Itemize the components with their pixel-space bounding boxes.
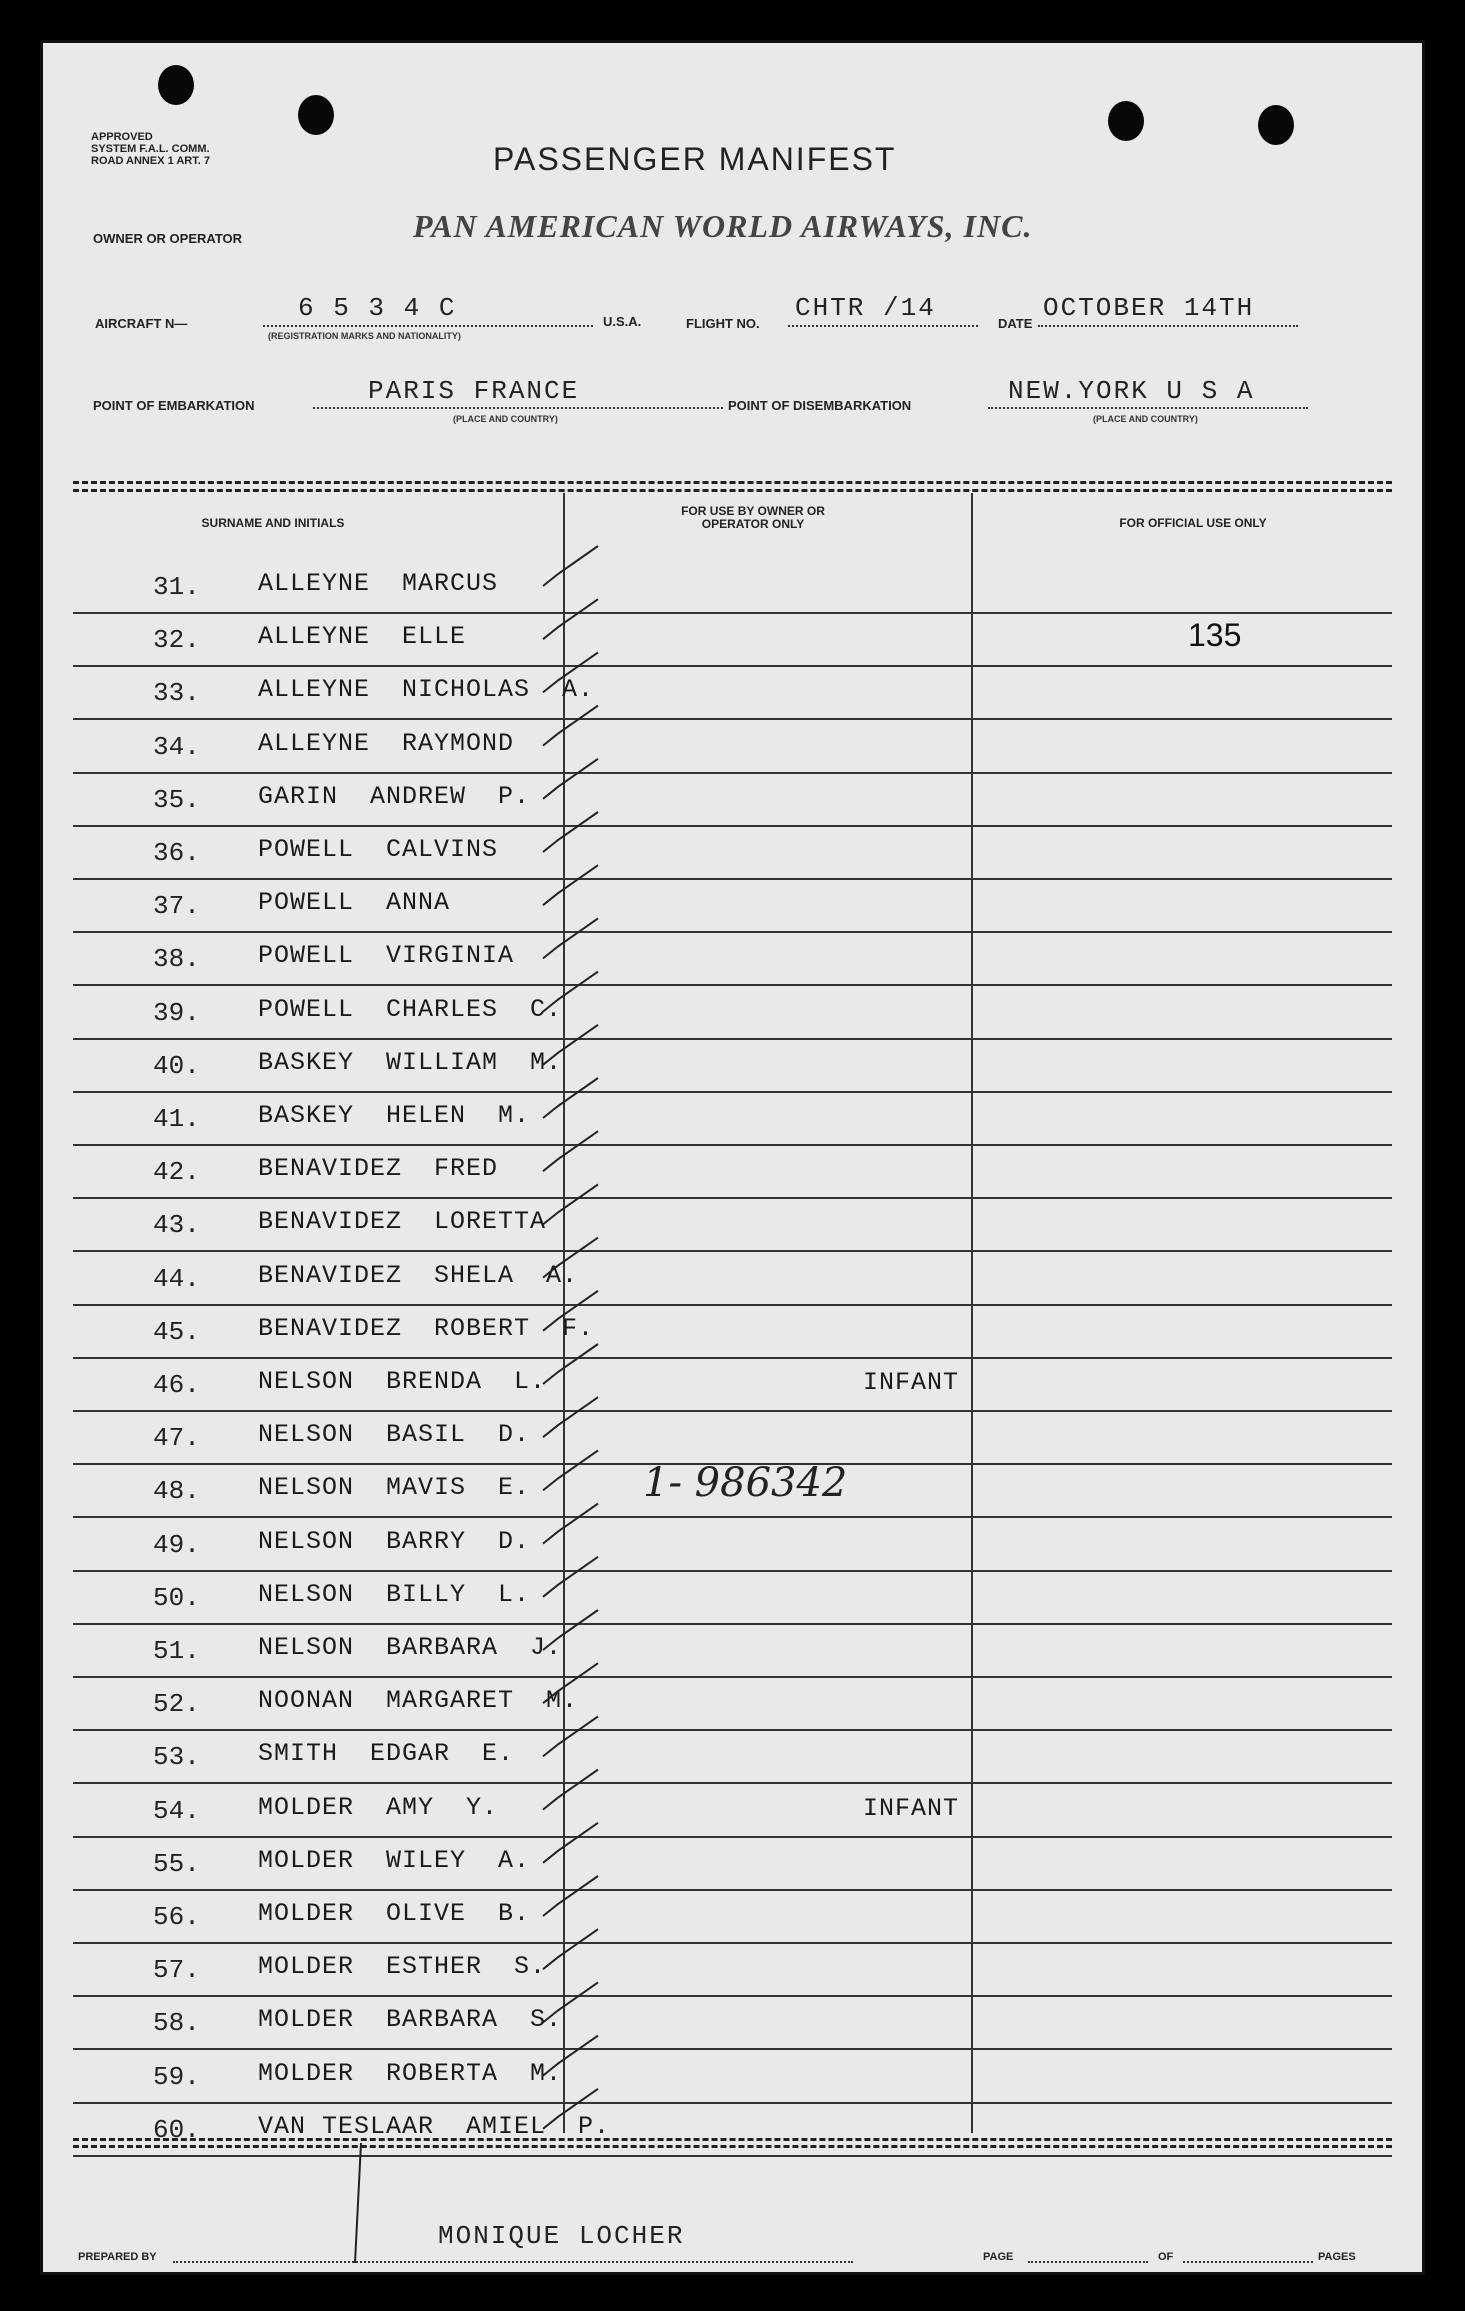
passenger-number: 34. — [153, 731, 200, 762]
row-divider — [73, 1357, 1392, 1359]
table-row — [43, 1841, 1422, 1893]
passenger-name: ALLEYNE NICHOLAS A. — [258, 675, 595, 705]
table-row — [43, 1202, 1422, 1254]
row-divider — [73, 1836, 1392, 1838]
passenger-number: 52. — [153, 1689, 200, 1720]
disembark-value: NEW.YORK U S A — [1008, 376, 1255, 406]
passenger-name: MOLDER WILEY A. — [258, 1845, 531, 1875]
passenger-number: 57. — [153, 1955, 200, 1986]
passenger-number: 40. — [153, 1050, 200, 1081]
of-label: OF — [1158, 2251, 1174, 2263]
row-divider — [73, 1304, 1392, 1306]
passenger-number: 49. — [153, 1529, 200, 1560]
passenger-name: SMITH EDGAR E. — [258, 1739, 515, 1769]
official-use-value: 135 — [1188, 617, 1242, 654]
table-row — [43, 670, 1422, 722]
row-divider — [73, 1516, 1392, 1518]
row-divider — [73, 2102, 1392, 2104]
approval-line: SYSTEM F.A.L. COMM. — [91, 143, 210, 156]
passenger-name: BASKEY WILLIAM M. — [258, 1047, 563, 1077]
table-row — [43, 1460, 1422, 1520]
disembark-sublabel: (PLACE AND COUNTRY) — [1093, 414, 1198, 424]
passenger-number: 41. — [153, 1104, 200, 1134]
passenger-name: NELSON MAVIS E. — [258, 1473, 531, 1503]
passenger-name: BENAVIDEZ ROBERT F. — [258, 1313, 595, 1343]
row-divider — [73, 825, 1392, 827]
passenger-name: MOLDER AMY Y. — [258, 1792, 499, 1822]
owner-label: OWNER OR OPERATOR — [93, 231, 243, 246]
passenger-name: POWELL CHARLES C. — [258, 994, 563, 1024]
signature-stroke — [355, 2143, 361, 2263]
passenger-number: 33. — [153, 678, 200, 709]
passenger-number: 39. — [153, 997, 200, 1028]
passenger-number: 60. — [153, 2114, 200, 2145]
passenger-name: MOLDER ROBERTA M. — [258, 2058, 563, 2088]
row-divider — [73, 1144, 1392, 1146]
passenger-name: NELSON BRENDA L. — [258, 1367, 547, 1396]
passenger-number: 35. — [153, 784, 200, 815]
aircraft-label: AIRCRAFT N— — [95, 316, 188, 331]
date-label: DATE — [998, 316, 1033, 331]
row-divider — [73, 1889, 1392, 1891]
passenger-name: MOLDER ESTHER S. — [258, 1952, 547, 1982]
passenger-number: 50. — [153, 1582, 200, 1613]
table-row — [43, 1362, 1422, 1414]
passenger-number: 58. — [153, 2008, 200, 2039]
passenger-note: INFANT — [863, 1793, 960, 1823]
passenger-name: BENAVIDEZ LORETTA — [258, 1207, 547, 1237]
passenger-number: 56. — [153, 1902, 200, 1932]
row-divider — [73, 1729, 1392, 1731]
row-divider — [73, 2155, 1392, 2157]
embark-value: PARIS FRANCE — [368, 376, 580, 406]
row-divider — [73, 1091, 1392, 1093]
passenger-name: POWELL VIRGINIA — [258, 941, 515, 971]
table-row — [43, 1681, 1422, 1733]
table-row — [43, 1096, 1422, 1148]
pages-label: PAGES — [1318, 2251, 1356, 2263]
flight-value: CHTR /14 — [795, 293, 936, 323]
passenger-name: NELSON BASIL D. — [258, 1420, 531, 1450]
row-divider — [73, 878, 1392, 880]
page-title: PASSENGER MANIFEST — [493, 141, 897, 177]
flight-label: FLIGHT NO. — [686, 316, 760, 331]
passenger-number: 38. — [153, 944, 200, 975]
passenger-number: 48. — [153, 1476, 200, 1507]
passenger-name: NELSON BARBARA J. — [258, 1633, 563, 1662]
row-divider — [73, 1623, 1392, 1625]
table-row — [43, 936, 1422, 988]
passenger-number: 46. — [153, 1370, 200, 1400]
passenger-number: 53. — [153, 1742, 200, 1773]
table-row — [43, 1947, 1422, 1999]
passenger-number: 36. — [153, 838, 200, 868]
column-header-official: FOR OFFICIAL USE ONLY — [1119, 516, 1267, 530]
aircraft-value: 6 5 3 4 C — [298, 293, 457, 323]
passenger-name: MOLDER BARBARA S. — [258, 2005, 563, 2035]
usa-label: U.S.A. — [603, 314, 642, 329]
table-row — [43, 724, 1422, 776]
table-row — [43, 1043, 1422, 1095]
row-divider — [73, 1676, 1392, 1678]
row-divider — [73, 718, 1392, 720]
passenger-name: ALLEYNE MARCUS — [258, 569, 499, 598]
passenger-number: 51. — [153, 1636, 200, 1666]
table-row — [43, 1415, 1422, 1467]
table-row — [43, 1628, 1422, 1680]
page-label: PAGE — [983, 2251, 1014, 2263]
passenger-name: BENAVIDEZ SHELA A. — [258, 1260, 579, 1290]
passenger-name: GARIN ANDREW P. — [258, 781, 531, 811]
passenger-name: ALLEYNE RAYMOND — [258, 728, 515, 758]
passenger-name: NOONAN MARGARET M. — [258, 1686, 579, 1716]
passenger-number: 43. — [153, 1210, 200, 1241]
table-row — [43, 1734, 1422, 1786]
punch-hole — [298, 95, 334, 135]
row-divider — [73, 1782, 1392, 1784]
passenger-number: 44. — [153, 1263, 200, 1294]
row-divider — [73, 1410, 1392, 1412]
punch-hole — [1108, 101, 1144, 141]
row-divider — [73, 1197, 1392, 1199]
embark-label: POINT OF EMBARKATION — [93, 398, 255, 413]
table-row — [43, 1788, 1422, 1840]
table-row — [43, 830, 1422, 882]
passenger-name: ALLEYNE ELLE — [258, 622, 467, 652]
row-divider — [73, 984, 1392, 986]
approval-line: APPROVED — [91, 131, 153, 143]
date-value: OCTOBER 14TH — [1043, 293, 1255, 323]
table-row — [43, 777, 1422, 829]
passenger-name: BENAVIDEZ FRED — [258, 1154, 499, 1184]
prepared-label: PREPARED BY — [78, 2251, 157, 2263]
passenger-name: NELSON BARRY D. — [258, 1526, 531, 1556]
row-divider — [73, 1038, 1392, 1040]
passenger-number: 42. — [153, 1157, 200, 1188]
manifest-page — [40, 40, 1425, 2275]
row-divider — [73, 1942, 1392, 1944]
passenger-note: INFANT — [863, 1368, 960, 1397]
passenger-number: 47. — [153, 1423, 200, 1454]
table-row — [43, 1149, 1422, 1201]
row-divider — [73, 2048, 1392, 2050]
owner-value: PAN AMERICAN WORLD AIRWAYS, INC. — [413, 208, 1033, 244]
prepared-value: MONIQUE LOCHER — [438, 2221, 685, 2251]
passenger-number: 59. — [153, 2061, 200, 2092]
table-row — [43, 1309, 1422, 1361]
passenger-number: 54. — [153, 1795, 200, 1826]
row-divider — [73, 931, 1392, 933]
table-row — [43, 2054, 1422, 2106]
table-row — [43, 1256, 1422, 1308]
row-divider — [73, 1570, 1392, 1572]
table-row — [43, 990, 1422, 1042]
passenger-name: VAN TESLAAR AMIEL P. — [258, 2111, 611, 2141]
row-divider — [73, 772, 1392, 774]
aircraft-sublabel: (REGISTRATION MARKS AND NATIONALITY) — [268, 331, 461, 341]
passenger-name: MOLDER OLIVE B. — [258, 1899, 531, 1928]
row-divider — [73, 665, 1392, 667]
passenger-number: 45. — [153, 1316, 200, 1347]
passenger-number: 55. — [153, 1848, 200, 1879]
row-divider — [73, 1995, 1392, 1997]
table-row — [43, 617, 1422, 669]
table-row — [43, 1894, 1422, 1946]
embark-sublabel: (PLACE AND COUNTRY) — [453, 414, 558, 424]
table-row — [43, 564, 1422, 616]
approval-stamp — [91, 131, 271, 167]
passenger-number: 31. — [153, 572, 200, 602]
passenger-number: 32. — [153, 625, 200, 656]
passenger-name: NELSON BILLY L. — [258, 1579, 531, 1609]
row-divider — [73, 1250, 1392, 1252]
row-divider — [73, 612, 1392, 614]
passenger-number: 37. — [153, 891, 200, 922]
punch-hole — [1258, 105, 1294, 145]
column-header-owner: FOR USE BY OWNER OR OPERATOR ONLY — [681, 504, 825, 532]
passenger-name: BASKEY HELEN M. — [258, 1101, 531, 1130]
approval-line: ROAD ANNEX 1 ART. 7 — [91, 155, 210, 168]
disembark-label: POINT OF DISEMBARKATION — [728, 398, 912, 413]
passenger-name: POWELL ANNA — [258, 888, 451, 918]
table-row — [43, 1522, 1422, 1574]
table-row — [43, 883, 1422, 935]
handwritten-ticket-number: 1- 986342 — [643, 1460, 848, 1507]
table-row — [43, 2000, 1422, 2052]
table-row — [43, 1575, 1422, 1627]
punch-hole — [158, 65, 194, 105]
table-row — [43, 2107, 1422, 2159]
column-header-names: SURNAME AND INITIALS — [201, 516, 345, 530]
passenger-name: POWELL CALVINS — [258, 835, 499, 864]
